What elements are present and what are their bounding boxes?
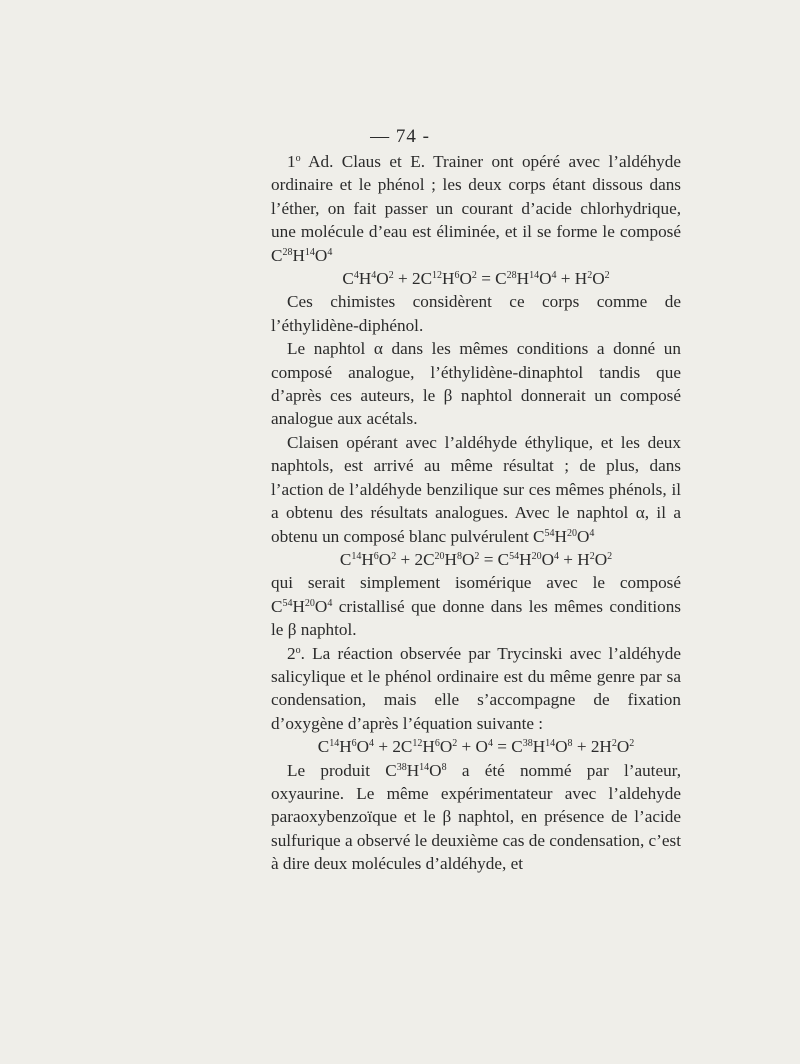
chemical-equation: $C^4H^4O^2 + 2C^{12}H^6O^2 = C^{28}H^{14}O^4 + H^2O^2$ <box>342 269 610 289</box>
paragraph: 2$^o$. La réaction observée par Trycinski avec l’aldéhyde salicylique et le phénol ordinaire est du même genre par sa condensation, mais elle s’accompagne de fixation d’oxygène d’après l’équation suivante : <box>271 643 681 733</box>
chemical-equation: $C^{14}H^6O^4 + 2C^{12}H^6O^2 + O^4 = C^{38}H^{14}O^8 + 2H^2O^2$ <box>317 737 635 757</box>
paragraph: Le produit $C^{38}H^{14}O^8$ a été nommé par l’auteur, oxyaurine. Le même expérimentateur avec l’aldehyde paraoxybenzoïque et le β naphtol, en présence de l’acide sulfurique a observé le deuxième cas de condensation, c’est à dire deux molécules d’aldéhyde, et <box>271 760 681 874</box>
chemical-equation: $C^{14}H^6O^2 + 2C^{20}H^8O^2 = C^{54}H^{20}O^4 + H^2O^2$ <box>339 549 613 569</box>
body-text <box>271 150 681 876</box>
paragraph: Ces chimistes considèrent ce corps comme de l’éthylidène-diphénol. <box>271 292 681 335</box>
paragraph: 1$^o$ Ad. Claus et E. Trainer ont opéré avec l’aldéhyde ordinaire et le phénol ; les deux corps étant dissous dans l’éther, on fait passer un courant d’acide chlorhydrique, une molécule d’eau est éliminée, et il se forme le composé $C^{28}H^{14}O^4$ <box>271 152 681 265</box>
paragraph: Le naphtol α dans les mêmes conditions a donné un composé analogue, l’éthylidène-dinaphtol tandis que d’après ces auteurs, le β naphtol donnerait un composé analogue aux acétals. <box>271 339 681 429</box>
page-number: — 74 - <box>370 126 430 147</box>
paragraph: qui serait simplement isomérique avec le composé $C^{54}H^{20}O^4$ cristallisé que donne dans les mêmes conditions le β naphtol. <box>271 573 681 640</box>
paragraph: Claisen opérant avec l’aldéhyde éthylique, et les deux naphtols, est arrivé au même résultat ; de plus, dans l’action de l’aldéhyde benzilique sur ces mêmes phénols, il a obtenu des résultats analogues. Avec le naphtol α, il a obtenu un composé blanc pulvérulent $C^{54}H^{20}O^4$ <box>271 432 681 546</box>
